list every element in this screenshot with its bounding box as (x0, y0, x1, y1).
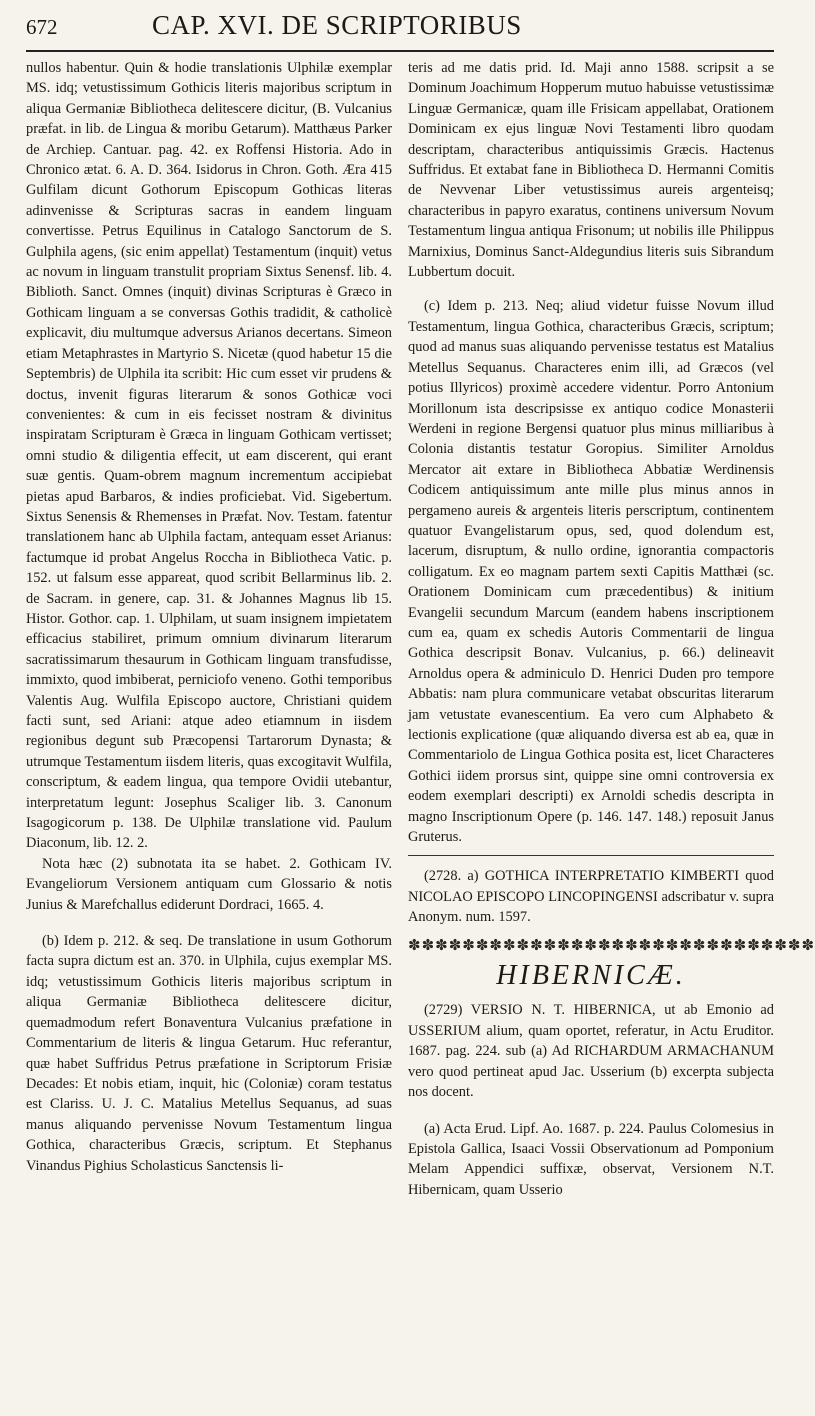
left-note-b: (b) Idem p. 212. & seq. De translatione in usum Gothorum facta supra dictum est an. 370. in Ulphila, cujus exemplar MS. idq; vetustissimum Gothicis literis majoribus scriptum in aliqua Germaniæ Bibliotheca delitescere dicitur, quemadmodum refert Bonaventura Vulcanius præfatione in Commentarium de literis & lingua Getarum. Huc referantur, quæ habet Suffridus Petrus præfatione in Scriptorum Frisiæ Decades: Et nobis etiam, inquit, hic (Coloniæ) coram testatus est Clariss. U. J. C. Matalius Metellus Sequanus, ad suas manus aliquando pervenisse Novum Testamentum lingua Gothica, characteribus Græcis, scriptum. Et Stephanus Vinandus Pighius Scholasticus Sanctensis li- (26, 933, 392, 1174)
entry-2729: (2729) VERSIO N. T. HIBERNICA, ut ab Emonio ad USSERIUM alium, quam oportet, referatur, in Actu Eruditor. 1687. pag. 224. sub (a) Ad RICHARDUM ARMACHANUM vero quod pertineat apud Jac. Usserium (b) excerpta subjecta nos docent. (408, 1002, 774, 1101)
right-paragraph-1: teris ad me datis prid. Id. Maji anno 1588. scripsit a se Dominum Joachimum Hopperum mutuo habuisse vetustissimæ Linguæ Germanicæ, quam ille Frisicam appellabat, Orationem Dominicam ex ejus linguæ Novi Testamenti libro quodam descriptam, characteribus antiquissimis Græcis. Hactenus Suffridus. Et extabat fane in Bibliotheca D. Hermanni Comitis de Nevvenar Liber vetustissimus aureis argenteisq; characteribus in papyro exaratus, continens universum Novum Testamentum lingua antiqua Frisonum; ut nobilis ille Philippus Marnixius, Dominus Sanct-Aldegundius literis suis Sibrandum Lubbertum docuit. (408, 60, 774, 281)
right-column (408, 58, 815, 1200)
spacer (408, 1103, 774, 1119)
text-columns (26, 58, 815, 1200)
entry-2728a: (2728. a) GOTHICA INTERPRETATIO KIMBERTI quod NICOLAO EPISCOPO LINCOPINGENSI adscribatur v. supra Anonym. num. 1597. (408, 868, 774, 926)
section-title: HIBERNICÆ. (496, 960, 686, 992)
left-column (26, 58, 392, 1200)
right-note-a: (a) Acta Erud. Lipf. Ao. 1687. p. 224. Paulus Colomesius in Epistola Gallica, Isaaci Vossii Observationum ad Pomponium Melam Appendici suffixæ, observat, Versionem N.T. Hibernicam, quam Usserio (408, 1120, 774, 1198)
header-rule (26, 50, 774, 52)
left-note-2: Nota hæc (2) subnotata ita se habet. 2. Gothicam IV. Evangeliorum Versionem antiquam cum Glossario & notis Junius & Marefchallus ediderunt Dordraci, 1665. 4. (26, 855, 392, 913)
page-header (26, 10, 774, 46)
left-paragraph-1: nullos habentur. Quin & hodie translationis Ulphilæ exemplar MS. idq; vetustissimum Gothicis literis majoribus scriptum in aliqua Germaniæ Bibliotheca delitescere dicitur, (B. Vulcanius præfat. in lib. de Lingua & moribu Getarum). Matthæus Parker de Archiep. Cantuar. pag. 42. ex Roffensi Historia. Ado in Chronico ætat. 6. A. D. 364. Isidorus in Chron. Goth. Æra 415 Gulfilam dicunt Gothorum Episcopum Gothicas literas adinvenisse & Scripturas sacras in eandem linguam convertisse. Petrus Equilinus in Catalogo Sanctorum de S. Gulphila agens, (sic enim appellat) Testamentum (inquit) vetus ac novum in linguam transtulit propriam Sixtus Senensf. lib. 4. Biblioth. Sanct. Omnes (inquit) divinas Scripturas è Græco in Gothicam linguam a se conversas Gothis tradidit, & catholicè explicavit, diu multumque adversus Arianos decertans. Simeon etiam Metaphrastes in Martyrio S. Nicetæ (quod habetur 15 die Septembris) de Ulphila ita scribit: Hic cum esset vir prudens & doctus, invenit figuras literarum & sonos Gothicæ voci convenientes: & cum in eis fecisset nostram & divinitus inspiratam Scripturam è Græca in linguam Gothicam vertisset; omni studio & diligentia effecit, ut eam discerent, qui erant suæ gentis. Quam-obrem magnum incrementum accipiebat pietas apud Barbaros, & indies proficiebat. Vid. Sigebertum. Sixtus Senensis & Rhemenses in Præfat. Nov. Testam. fatentur translationem hanc ab Ulphila factam, antequam esset Arianus: factumque id probat Angelus Roccha in Bibliotheca Vatic. p. 152. ut falsum esse appareat, quod scribit Bellarminus lib. 2. de Sacram. in genere, cap. 31. & Johannes Magnus lib 15. Histor. Gothor. cap. 1. Ulphilam, ut suam insignem impietatem efficacius stabiliret, primum omnium divinarum literarum sacratissimarum thesaurum in Gothicam linguam transfudisse, immixto, quod imbiberat, perniciofo veneno. Gothi temporibus Valentis Aug. Wulfila Episcopo auctore, Christiani quidem facti sunt, sed Ariani: atque adeo etiamnum in iisdem regionibus degunt sub Præcopensi Tartarorum Dynasta; & utrumque Testamentum iisdem literis, quas excogitavit Wulfila, conscriptum, & eadem lingua, qua tempore Ovidii utebantur, interpretatum legunt: Josephus Scaliger lib. 3. Canonum Isagogicorum p. 138. De Ulphilæ translatione vid. Paulum Diaconum, lib. 12. 2. (26, 60, 392, 852)
running-head: CAP. XVI. DE SCRIPTORIBUS (152, 10, 522, 40)
column-rule (408, 855, 774, 856)
spacer (26, 915, 392, 931)
page-number: 672 (26, 15, 58, 39)
right-note-c: (c) Idem p. 213. Neq; aliud videtur fuisse Novum illud Testamentum, lingua Gothica, characteribus Græcis, scriptum; quod ad manus suas aliquando pervenisse testatus est Matalius Metellus Sequanus. Characteres enim illi, ad Græcos (vel potius Illyricos) proximè accedere videntur. Porro Antonium Morillonum ista descripsisse ex antiquo codice Monasterii Werdeni in regione Bergensi quatuor plus minus milliaribus à Colonia distantis testatur Goropius. Similiter Arnoldus Mercator ait extare in Bibliotheca Abbatiæ Werdinensis Codicem antiquissimum ante mille plus minus annos in pergameno aureis & argenteis literis perscriptum, continentem quatuor Evangelistarum opus, sed, quod dolendum est, lacerum, disruptum, & nullo ordine, ignorantia compactoris colligatum. Ex eo magnam partem sexti Capitis Matthæi (sc. Orationem Dominicam cum præcedentibus) & initium Evangelii secundum Marcum (eandem habens inscriptionem cum ea, quam ex schedis Autoris Commentarii de lingua Gothica descripsit Bonav. Vulcanius, p. 66.) delineavit Arnoldus opera & adminiculo D. Henrici Duden pro tempore Abbatis: nam plura communicare vetabat obscuritas literarum jam vetustate evanescentium. Ea vero cum Alphabeto & lectionis explicatione (quæ aliquando diversa est ab ea, quæ in Commentariolo de Lingua Gothica posita est, licet Characteres Gothici iidem prorsus sint, quippe sine omni controversia ex eodem exemplari descripti) ex Arnoldi schedis descripta in magno Inscriptionum Opere (p. 146. 147. 148.) reposuit Janus Gruterus. (408, 298, 774, 846)
ornament-band: ✽✽✽✽✽✽✽✽✽✽✽✽✽✽✽✽✽✽✽✽✽✽✽✽✽✽✽✽✽✽ (408, 937, 815, 954)
